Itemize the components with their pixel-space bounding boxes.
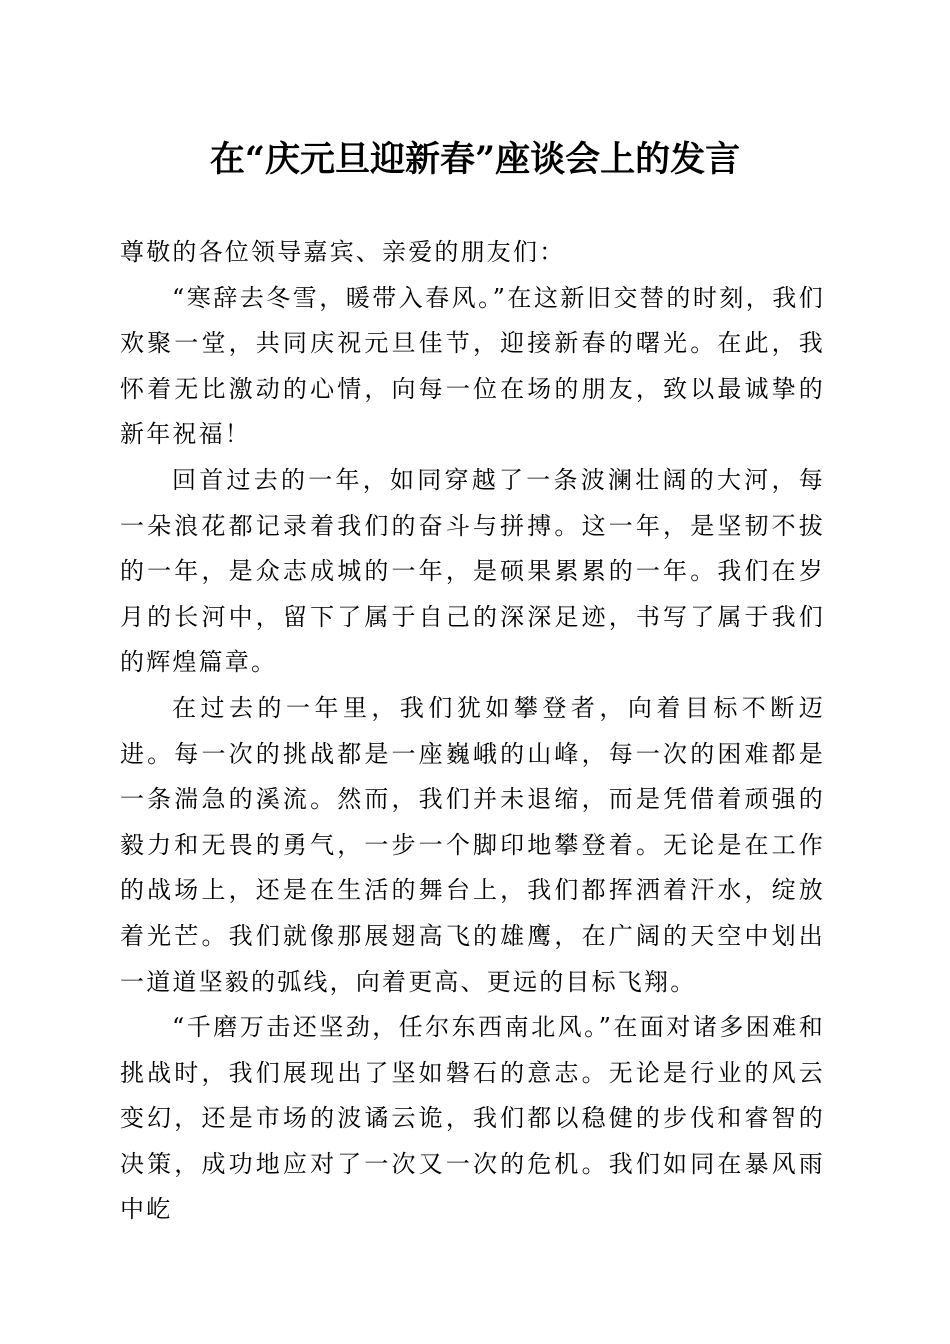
page-title: 在“庆元旦迎新春”座谈会上的发言	[209, 139, 741, 180]
paragraph-2: 回首过去的一年，如同穿越了一条波澜壮阔的大河，每一朵浪花都记录着我们的奋斗与拼搏。这一年，是坚韧不拔的一年，是众志成城的一年，是硕果累累的一年。我们在岁月的长河中，留下了属于自己的深深足迹，书写了属于我们的辉煌篇章。	[120, 465, 825, 677]
paragraph-1: “寒辞去冬雪，暖带入春风。”在这新旧交替的时刻，我们欢聚一堂，共同庆祝元旦佳节，迎接新春的曙光。在此，我怀着无比激动的心情，向每一位在场的朋友，致以最诚挚的新年祝福！	[120, 283, 825, 449]
document-body	[120, 230, 825, 1233]
salutation: 尊敬的各位领导嘉宾、亲爱的朋友们：	[120, 238, 566, 266]
paragraph-4: “千磨万击还坚劲，任尔东西南北风。”在面对诸多困难和挑战时，我们展现出了坚如磐石的意志。无论是行业的风云变幻，还是市场的波谲云诡，我们都以稳健的步伐和睿智的决策，成功地应对了一次又一次的危机。我们如同在暴风雨中屹	[120, 1013, 825, 1224]
paragraph-3: 在过去的一年里，我们犹如攀登者，向着目标不断迈进。每一次的挑战都是一座巍峨的山峰，每一次的困难都是一条湍急的溪流。然而，我们并未退缩，而是凭借着顽强的毅力和无畏的勇气，一步一个脚印地攀登着。无论是在工作的战场上，还是在生活的舞台上，我们都挥洒着汗水，绽放着光芒。我们就像那展翅高飞的雄鹰，在广阔的天空中划出一道道坚毅的弧线，向着更高、更远的目标飞翔。	[120, 693, 825, 996]
